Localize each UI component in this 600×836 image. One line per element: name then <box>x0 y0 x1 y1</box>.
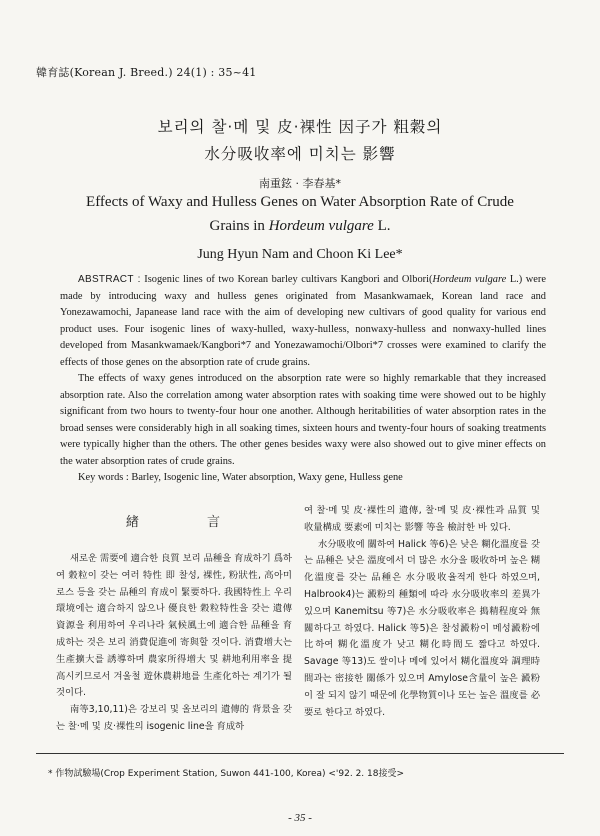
english-title-line-2 <box>0 218 600 235</box>
korean-title-line-2: 水分吸收率에 미치는 影響 <box>204 145 396 163</box>
english-title-suffix: L. <box>373 218 391 234</box>
korean-title-line-1: 보리의 찰·메 및 皮·裸性 因子가 粗穀의 <box>157 118 443 136</box>
left-column <box>56 503 292 736</box>
abstract-paragraph-1 <box>60 272 546 371</box>
abstract-text-b: L.) were made by introducing waxy and hulless genes originated from Masankwamaek, Korean land race and Yonezawamochi, Japanease land race with the aim of developing new cultivars of good quality for various end product uses. Four isogenic lines of waxy-hulled, waxy-hulless, nonwaxy-hulless and nonwaxy-hulled lines developed from Masankwamaek/Kangbori*7 and Yonezawamochi/Olbori*7 crosses were examined to clarify the effects of those genes on the absorption rate of crude grains. <box>60 274 546 368</box>
english-title-line-1: Effects of Waxy and Hulless Genes on Water Absorption Rate of Crude <box>86 194 514 210</box>
journal-reference: 韓育誌(Korean J. Breed.) 24(1) : 35~41 <box>36 66 257 79</box>
intro-paragraph-3: 水分吸收에 關하여 Halick 等6)은 낮은 糊化溫度를 갖는 品種은 낮은 溫度에서 더 많은 水分을 吸收하며 높은 糊化溫度를 갖는 品種은 水分吸收율적게 한다 하였으며, Halbrook4)는 澱粉의 種類에 따라 水分吸收率의 差異가 있으며 Kanemitsu 等7)은 水分吸收率은 搗精程度와 無關하다고 하였다. Halick 等5)은 찰성澱粉이 메성澱粉에 比하여 糊化溫度가 낮고 糊化時間도 짧다고 하였다. Savage 等13)도 쌀이나 메에 있어서 糊化溫度와 調理時間과는 密接한 關係가 있으며 Amylose含量이 높은 澱粉이 잘 되지 않기 때문에 化學物質이나 또는 높은 溫度를 必要로 한다고 하였다. <box>304 538 541 718</box>
english-title-prefix: Grains in <box>209 218 269 234</box>
footnote: * 作物試驗場(Crop Experiment Station, Suwon 441-100, Korea) <'92. 2. 18接受> <box>48 769 405 779</box>
intro-paragraph-2: 南等3,10,11)은 강보리 및 올보리의 遺傳的 背景을 갖는 찰·메 및 皮·裸性의 isogenic line을 育成하 <box>56 704 292 732</box>
abstract-species: Hordeum vulgare <box>432 274 507 285</box>
english-authors: Jung Hyun Nam and Choon Ki Lee* <box>197 247 403 262</box>
abstract <box>60 272 546 487</box>
intro-paragraph-1: 새로운 需要에 適合한 良質 보리 品種을 育成하기 爲하여 穀粒이 갖는 여러 特性 即 찰성, 裸性, 粉狀性, 高아미로스 등을 갖는 品種의 育成이 緊要하다. 我國特性上 우리 環境에는 適合하지 않으나 優良한 穀粒特性을 갖는 遺傳資源을 利用하여 우리나라 氣候風土에 適合한 品種을 育成하는 것은 보리 消費促進에 寄與할 것이다. 消費增大는 生產擴大를 誘導하며 農家所得增大 및 耕地利用率을 提高시키므로서 겨울철 遊休農耕地를 生產化하는 계기가 될 것이다. <box>56 553 292 699</box>
section-heading-introduction: 緖 言 <box>125 515 253 530</box>
abstract-label: ABSTRACT : <box>78 274 141 285</box>
page-number: - 35 - <box>288 812 312 824</box>
korean-authors: 南重鉉 · 李春基* <box>259 177 341 190</box>
intro-paragraph-2-continued: 여 찰·메 및 皮·裸性의 遺傳, 찰·메 및 皮·裸性과 品質 및 收量構成 要素에 미치는 影響 等을 檢討한 바 있다. <box>304 505 540 533</box>
footnote-divider <box>36 753 564 754</box>
abstract-text-a: Isogenic lines of two Korean barley cultivars Kangbori and Olbori( <box>140 274 433 285</box>
species-name: Hordeum vulgare <box>268 218 374 234</box>
right-column <box>304 503 540 721</box>
abstract-paragraph-2: The effects of waxy genes introduced on the absorption rate were so highly remarkable that they increased absorption rate. Also the correlation among water absorption rates with soaking time were showed out to be highly significant from two hours to twenty-four hour one another. Although heritabilities of water absorption rates in the broad senses were considerably high in all soaking times, sixteen hours and twenty-four hours of soaking treatments were typically higher than the others. The other genes besides waxy were also showed out to give miner effects on the water absorption rates of crude grains. <box>60 373 546 467</box>
keywords: Key words : Barley, Isogenic line, Water absorption, Waxy gene, Hulless gene <box>78 472 403 483</box>
